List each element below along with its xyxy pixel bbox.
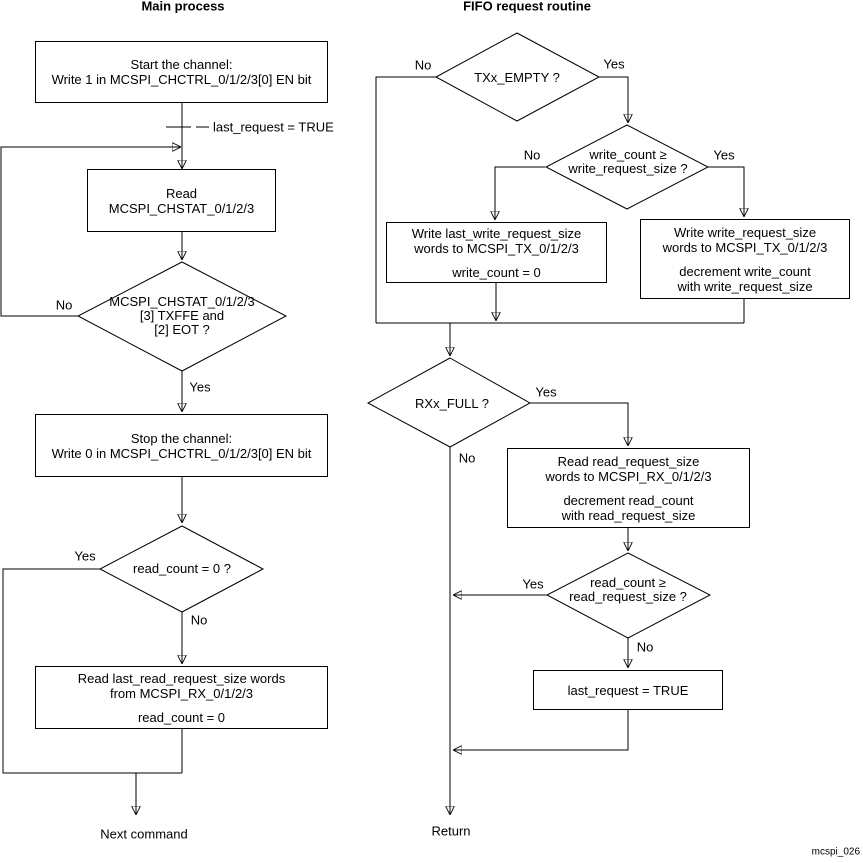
readge-decision-text xyxy=(569,576,687,604)
readcount-zero-no-label: No xyxy=(190,612,208,628)
read-request-line4: with read_request_size xyxy=(561,507,696,523)
writecount-yes-label: Yes xyxy=(713,147,735,163)
fifo-routine-title: FIFO request routine xyxy=(463,0,591,14)
next-command-label: Next command xyxy=(100,826,188,842)
readge-no-label: No xyxy=(636,639,654,655)
txempty-no-label: No xyxy=(414,57,432,73)
chstat-decision-line1: MCSPI_CHSTAT_0/1/2/3 xyxy=(109,294,255,309)
main-process-title: Main process xyxy=(141,0,225,14)
chstat-decision-text xyxy=(109,295,254,337)
connector-writecount-no xyxy=(495,167,545,219)
writecount-decision-text xyxy=(568,148,687,176)
init-last-request-label: last_request = TRUE xyxy=(213,119,334,135)
read-chstat-box xyxy=(87,169,276,232)
writecount-line1: write_count ≥ xyxy=(589,147,667,162)
readcount-zero-line1: read_count = 0 ? xyxy=(133,561,231,576)
txempty-decision-text xyxy=(474,71,560,85)
figure-tag: mcspi_026 xyxy=(811,846,860,858)
stop-channel-line2: Write 0 in MCSPI_CHCTRL_0/1/2/3[0] EN bit xyxy=(51,445,312,461)
connector-writecount-yes xyxy=(708,167,744,216)
readge-line2: read_request_size ? xyxy=(569,589,687,604)
txempty-line1: TXx_EMPTY ? xyxy=(474,70,560,85)
write-last-box xyxy=(386,222,607,283)
write-request-line3: decrement write_count xyxy=(679,263,811,279)
chstat-yes-label: Yes xyxy=(189,379,211,395)
connector-txempty-no xyxy=(376,77,436,323)
chstat-decision-line3: [2] EOT ? xyxy=(154,322,210,337)
read-last-line2: from MCSPI_RX_0/1/2/3 xyxy=(109,685,254,701)
write-request-box xyxy=(640,219,850,299)
readge-yes-label: Yes xyxy=(522,576,544,592)
write-request-line2: words to MCSPI_TX_0/1/2/3 xyxy=(662,239,828,255)
read-request-line2: words to MCSPI_RX_0/1/2/3 xyxy=(545,468,712,484)
chstat-no-label: No xyxy=(55,297,73,313)
writecount-no-label: No xyxy=(523,147,541,163)
start-channel-box xyxy=(35,41,328,103)
read-last-box xyxy=(35,666,328,729)
read-request-line1: Read read_request_size xyxy=(557,453,700,469)
readcount-zero-decision-text xyxy=(133,562,231,576)
readcount-zero-yes-label: Yes xyxy=(74,548,96,564)
write-request-line1: Write write_request_size xyxy=(673,224,817,240)
write-request-line4: with write_request_size xyxy=(677,278,813,294)
readge-line1: read_count ≥ xyxy=(590,575,666,590)
rxfull-line1: RXx_FULL ? xyxy=(415,396,489,411)
write-last-line1: Write last_write_request_size xyxy=(411,225,582,241)
start-channel-line2: Write 1 in MCSPI_CHCTRL_0/1/2/3[0] EN bit xyxy=(51,72,312,87)
start-channel-line1: Start the channel: xyxy=(130,57,233,72)
read-chstat-line1: Read xyxy=(165,185,198,201)
txempty-yes-label: Yes xyxy=(603,56,625,72)
read-chstat-line2: MCSPI_CHSTAT_0/1/2/3 xyxy=(108,200,255,216)
connector-lastrequest-out xyxy=(454,710,628,750)
connector-txempty-yes xyxy=(599,77,628,122)
return-label: Return xyxy=(431,823,471,839)
stop-channel-line1: Stop the channel: xyxy=(130,430,233,446)
last-request-line1: last_request = TRUE xyxy=(567,682,689,698)
connector-rxfull-yes xyxy=(530,403,628,445)
read-last-line1: Read last_read_request_size words xyxy=(77,670,286,686)
write-last-line2: words to MCSPI_TX_0/1/2/3 xyxy=(414,240,579,256)
read-last-line3: read_count = 0 xyxy=(137,709,226,725)
writecount-line2: write_request_size ? xyxy=(568,161,688,176)
rxfull-decision-text xyxy=(415,397,489,411)
stop-channel-box xyxy=(35,414,328,477)
rxfull-no-label: No xyxy=(458,450,476,466)
rxfull-yes-label: Yes xyxy=(535,384,557,400)
last-request-box xyxy=(533,670,723,710)
chstat-decision-line2: [3] TXFFE and xyxy=(139,308,225,323)
read-request-line3: decrement read_count xyxy=(563,492,694,508)
write-last-line3: write_count = 0 xyxy=(452,264,541,280)
read-request-box xyxy=(507,448,750,528)
